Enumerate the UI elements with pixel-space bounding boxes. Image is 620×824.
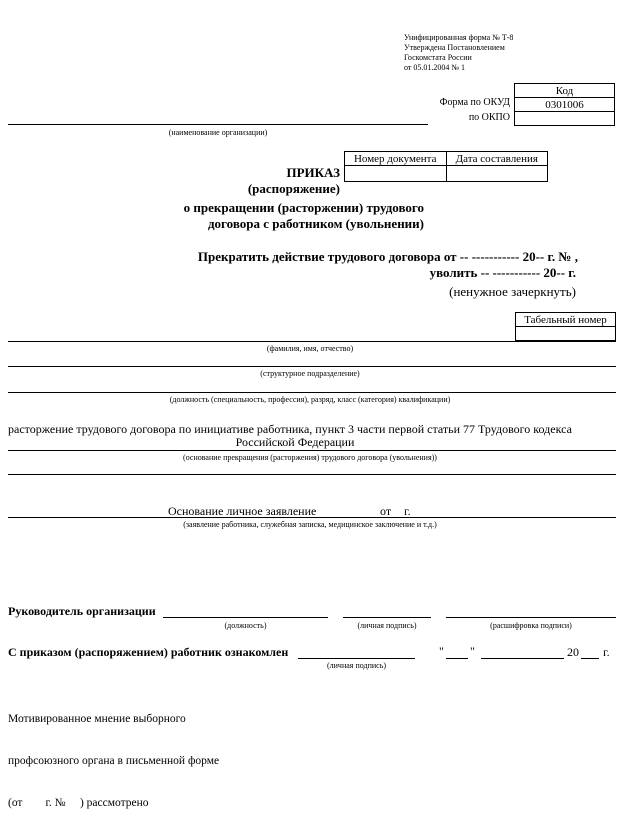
- basis-caption: (заявление работника, служебная записка, медицинское заключение и т.д.): [183, 520, 437, 529]
- ground-extra-line[interactable]: [8, 474, 616, 475]
- tabel-label: Табельный номер: [516, 313, 616, 327]
- head-label: Руководитель организации: [8, 604, 156, 618]
- union-line-2: профсоюзного органа в письменной форме: [8, 755, 220, 767]
- basis-from: от: [380, 504, 392, 518]
- head-decode-line[interactable]: [446, 617, 616, 618]
- ground-line[interactable]: [8, 450, 616, 451]
- ack-quote-open: ": [439, 644, 444, 658]
- okpo-value[interactable]: [515, 112, 615, 126]
- ack-label: С приказом (распоряжением) работник ознакомлен: [8, 645, 289, 659]
- terminate-line-1: Прекратить действие трудового договора от -- ----------- 20-- г. № ,: [197, 249, 578, 264]
- doc-date-header: Дата составления: [446, 152, 547, 166]
- union-line-3: (от г. № ) рассмотрено: [8, 797, 149, 809]
- union-line-1: Мотивированное мнение выборного: [8, 713, 186, 725]
- doc-number-value[interactable]: [345, 166, 447, 182]
- strike-note: (ненужное зачеркнуть): [449, 284, 576, 299]
- title-line-1: ПРИКАЗ: [286, 165, 340, 180]
- doc-table: [344, 151, 548, 182]
- order-title: [140, 165, 340, 197]
- basis-label: Основание личное заявление: [168, 504, 317, 518]
- title-line-2: (распоряжение): [247, 181, 340, 196]
- fio-line[interactable]: [8, 341, 616, 342]
- ack-year-prefix: 20: [567, 645, 579, 659]
- division-caption: (структурное подразделение): [260, 369, 360, 378]
- tabel-table: [515, 312, 616, 341]
- ack-year-suffix: г.: [603, 645, 610, 659]
- ground-line-1: расторжение трудового договора по инициативе работника, пункт 3 части первой статьи 77 Трудового кодекса: [8, 422, 572, 436]
- tabel-value[interactable]: [516, 327, 616, 341]
- basis-line[interactable]: [8, 517, 616, 518]
- head-position-caption: (должность): [224, 621, 267, 630]
- division-line[interactable]: [8, 366, 616, 367]
- title-line-4: договора с работником (увольнении): [207, 216, 424, 231]
- org-caption: (наименование организации): [168, 128, 268, 137]
- approval-line-2: Утверждена Постановлением: [404, 43, 505, 52]
- ack-signature-caption: (личная подпись): [326, 661, 387, 670]
- ground-caption: (основание прекращения (расторжения) трудового договора (увольнения)): [183, 453, 437, 462]
- basis-year: г.: [404, 504, 411, 518]
- head-decode-caption: (расшифровка подписи): [490, 621, 572, 630]
- org-name-line[interactable]: [8, 124, 428, 125]
- ack-quote-close: ": [470, 644, 475, 658]
- head-signature-line[interactable]: [343, 617, 431, 618]
- head-signature-caption: (личная подпись): [357, 621, 417, 630]
- approval-block: [404, 33, 513, 73]
- doc-date-value[interactable]: [446, 166, 547, 182]
- codes-header: Код: [515, 84, 615, 98]
- union-opinion: [8, 684, 219, 824]
- terminate-line-2: уволить -- ----------- 20-- г.: [429, 265, 576, 280]
- position-caption: (должность (специальность, профессия), разряд, класс (категория) квалификации): [169, 395, 451, 404]
- approval-line-3: Госкомстата России: [404, 53, 472, 62]
- doc-number-header: Номер документа: [345, 152, 447, 166]
- approval-line-4: от 05.01.2004 № 1: [404, 63, 466, 72]
- okpo-label: по ОКПО: [468, 112, 510, 123]
- fio-caption: (фамилия, имя, отчество): [266, 344, 354, 353]
- okud-label: Форма по ОКУД: [439, 97, 510, 108]
- ack-year-line[interactable]: [581, 658, 599, 659]
- codes-table: [514, 83, 615, 126]
- order-subtitle: [100, 200, 424, 232]
- title-line-3: о прекращении (расторжении) трудового: [183, 200, 424, 215]
- okud-value[interactable]: 0301006: [515, 98, 615, 112]
- approval-line-1: Унифицированная форма № Т-8: [404, 33, 514, 42]
- head-position-line[interactable]: [163, 617, 328, 618]
- ground-text: [8, 423, 612, 449]
- ack-signature-line[interactable]: [298, 658, 415, 659]
- ack-month-line[interactable]: [481, 658, 564, 659]
- ack-day-line[interactable]: [446, 658, 468, 659]
- ground-line-2: Российской Федерации: [235, 435, 355, 449]
- position-line[interactable]: [8, 392, 616, 393]
